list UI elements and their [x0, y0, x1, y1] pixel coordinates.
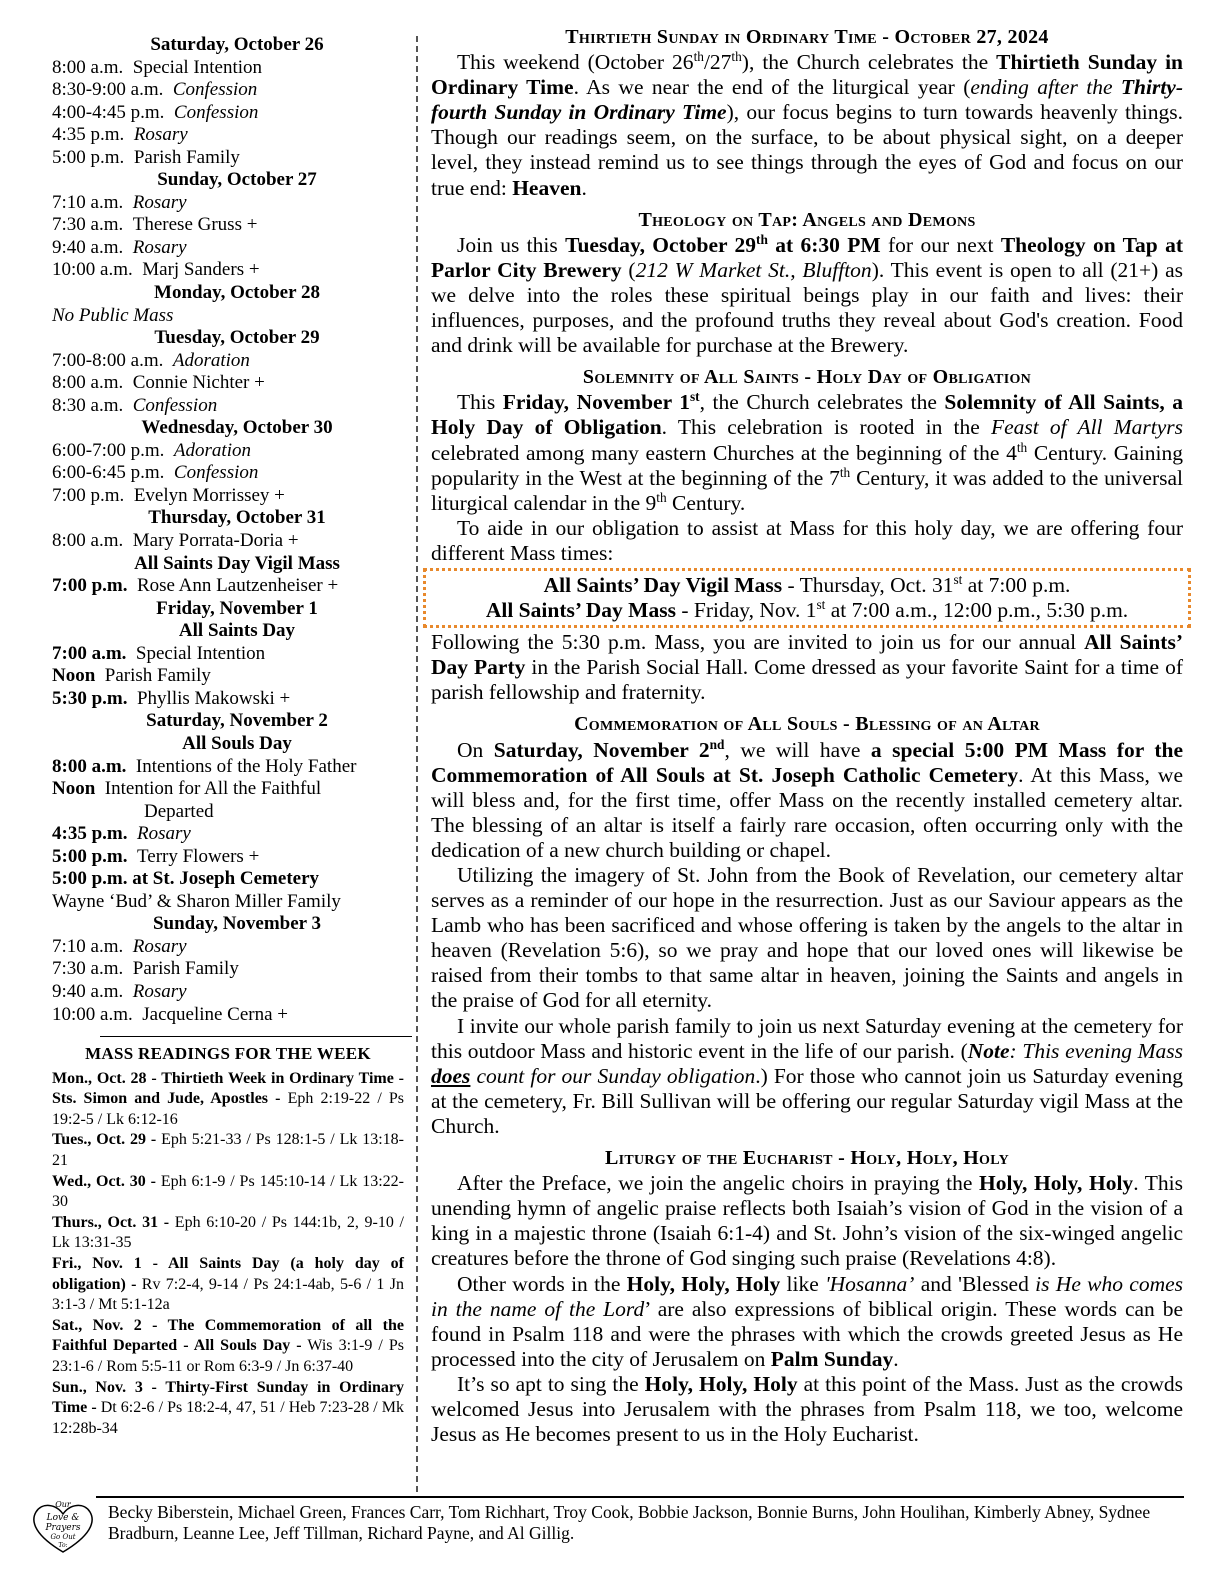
- emphasis-bold: at 6:30 PM: [767, 232, 881, 257]
- emphasis-bold: Friday, November 1: [502, 390, 690, 415]
- schedule-day-heading: Wednesday, October 30: [141, 417, 333, 439]
- day-mass-line: All Saints’ Day Mass - Friday, Nov. 1st at 7:00 a.m., 12:00 p.m., 5:30 p.m.: [485, 596, 1129, 623]
- schedule-day-heading: Sunday, November 3: [152, 913, 322, 935]
- schedule-entry: [52, 237, 404, 260]
- schedule-time: 4:35 p.m.: [52, 823, 128, 845]
- reading-entry: [52, 1130, 404, 1171]
- schedule-entry: [52, 756, 404, 779]
- schedule-intention: Rosary: [132, 935, 187, 957]
- svg-text:Our: Our: [55, 1500, 71, 1509]
- emphasis-bold-italic: Thirty-fourth Sunday in Ordinary Time: [431, 75, 1184, 125]
- schedule-day-heading: All Saints Day: [178, 620, 296, 642]
- column-divider: [416, 36, 418, 1492]
- schedule-entry: [52, 868, 404, 891]
- superscript: th: [693, 48, 704, 64]
- schedule-entry: [52, 575, 404, 598]
- schedule-entry: [52, 891, 404, 914]
- schedule-intention: Parish Family: [104, 665, 211, 687]
- schedule-day-heading: Thursday, October 31: [148, 507, 326, 529]
- schedule-time: 8:00 a.m.: [52, 755, 127, 777]
- emphasis-bold: a special 5:00 PM Mass for the Commemoration of All Souls at St. Joseph Catholic Cemetery: [431, 737, 1183, 787]
- mass-schedule: [52, 34, 404, 1026]
- emphasis-bold: Palm Sunday: [770, 1346, 894, 1371]
- section-title: Thirtieth Sunday in Ordinary Time - October 27, 2024: [565, 26, 1049, 48]
- schedule-intention: Parish Family: [132, 958, 239, 980]
- schedule-time: 5:30 p.m.: [52, 687, 128, 709]
- schedule-time: 7:00 a.m.: [52, 642, 127, 664]
- love-and-prayers-logo: [26, 1498, 100, 1556]
- schedule-intention: Intention for All the Faithful: [104, 778, 322, 800]
- schedule-intention: Rose Ann Lautzenheiser +: [136, 575, 339, 597]
- schedule-entry: [52, 958, 404, 981]
- reading-citations: Rv 7:2-4, 9-14 / Ps 24:1-4ab, 5-6 / 1 Jn 3:1-3 / Mt 5:1-12a: [52, 1275, 404, 1314]
- schedule-intention: Parish Family: [133, 146, 240, 168]
- schedule-time: 8:00 a.m.: [52, 530, 124, 552]
- schedule-day-heading: Friday, November 1: [156, 597, 318, 619]
- schedule-day-heading: All Saints Day Vigil Mass: [134, 552, 340, 574]
- emphasis-underlined: does: [431, 1063, 471, 1088]
- emphasis-bold: All Saints’ Day Party: [431, 630, 1183, 680]
- section-paragraph: Join us this Tuesday, October 29th at 6:30 PM for our next Theology on Tap at Parlor City Brewery (212 W Market St., Bluffton). This event is open to all (21+) as we delve into the roles these spiritual beings play in our faith and lives: their influences, purposes, and the profound truths they reveal about God's creation. Food and drink will be available for purchase at the Brewery.: [431, 231, 1183, 358]
- schedule-time: Noon: [52, 778, 96, 800]
- reading-citations: Eph 6:10-20 / Ps 144:1b, 2, 9-10 / Lk 13:31-35: [52, 1213, 404, 1252]
- schedule-entry: [52, 440, 404, 463]
- schedule-entry: [52, 57, 404, 80]
- schedule-intention: Connie Nichter +: [132, 372, 265, 394]
- articles-column: [431, 18, 1183, 1447]
- schedule-time: 6:00-6:45 p.m.: [52, 462, 165, 484]
- svg-text:Go Out: Go Out: [50, 1533, 76, 1541]
- reading-citations: Eph 5:21-33 / Ps 128:1-5 / Lk 13:18-21: [52, 1131, 404, 1169]
- section-title: Liturgy of the Eucharist - Holy, Holy, Holy: [605, 1147, 1009, 1170]
- emphasis-italic: : This evening Mass: [1009, 1038, 1184, 1063]
- schedule-intention: Marj Sanders +: [142, 259, 260, 281]
- superscript: th: [839, 464, 851, 480]
- section-paragraph: Other words in the Holy, Holy, Holy like 'Hosanna’ and 'Blessed is He who comes in the name of the Lord’ are also expressions of biblical origin. These words can be found in Psalm 118 and were the phrases with which the crowds greeted Jesus as He processed into the city of Jerusalem on Palm Sunday.: [431, 1271, 1184, 1371]
- schedule-entry: [52, 305, 404, 328]
- schedule-intention: Phyllis Makowski +: [136, 687, 291, 709]
- section-paragraph: This Friday, November 1st, the Church celebrates the Solemnity of All Saints, a Holy Day of Obligation. This celebration is rooted in the Feast of All Martyrs celebrated among many eastern Churches at the beginning of the 4th Century. Gaining popularity in the West at the beginning of the 7th Century, it was added to the universal liturgical calendar in the 9th Century.: [431, 389, 1184, 515]
- schedule-entry: [52, 801, 404, 824]
- schedule-day-heading: Tuesday, October 29: [154, 327, 320, 349]
- reading-entry: [52, 1254, 404, 1316]
- schedule-time: 7:30 a.m.: [52, 958, 124, 980]
- footer-rule: [96, 1496, 1184, 1498]
- superscript: st: [690, 389, 700, 405]
- schedule-entry: [52, 530, 404, 553]
- schedule-time: 7:30 a.m.: [52, 214, 124, 236]
- schedule-time: 8:30-9:00 a.m.: [52, 79, 164, 101]
- schedule-time: 8:30 a.m.: [52, 394, 124, 416]
- emphasis-bold: Solemnity of All Saints, a Holy Day of Obligation: [431, 390, 1183, 440]
- reading-entry: [52, 1213, 404, 1254]
- section-title: Commemoration of All Souls - Blessing of an Altar: [574, 713, 1040, 736]
- superscript: nd: [709, 736, 725, 752]
- section-all-saints: [431, 365, 1183, 566]
- schedule-intention: Intentions of the Holy Father: [135, 755, 357, 777]
- section-paragraph: To aide in our obligation to assist at Mass for this holy day, we are offering four different Mass times:: [431, 515, 1183, 565]
- schedule-entry: [52, 79, 404, 102]
- section-thirtieth-sunday: [431, 25, 1183, 201]
- schedule-intention: Terry Flowers +: [136, 845, 260, 867]
- schedule-entry: [52, 372, 404, 395]
- schedule-day-heading: Monday, October 28: [154, 282, 320, 304]
- section-paragraph: Utilizing the imagery of St. John from the Book of Revelation, our cemetery altar serves as a reminder of our hope in the resurrection. Just as our Saviour appears as the Lamb who has been sacrificed and whose offering is taken by the angels to the altar in heaven (Revelation 5:6), so we pray and hope that our loved ones will likewise be raised from their tombs to that same altar in heaven, joining the Saints and angels in the praise of God for all eternity.: [431, 863, 1183, 1013]
- schedule-intention: Special Intention: [132, 56, 263, 78]
- svg-text:To:: To:: [58, 1542, 68, 1549]
- emphasis-bold: Heaven: [512, 175, 582, 200]
- reading-day: Sun., Nov. 3 - Thirty-First Sunday in Ordinary Time -: [52, 1378, 404, 1417]
- section-paragraph: This weekend (October 26th/27th), the Church celebrates the Thirtieth Sunday in Ordinary Time. As we near the end of the liturgical year (ending after the Thirty-fourth Sunday in Ordinary Time), our focus begins to turn towards heavenly things. Though our readings seem, on the surface, to be about physical sight, on a deeper level, they instead remind us to see things through the eyes of God and focus on our true end: Heaven.: [431, 48, 1184, 200]
- superscript: th: [756, 231, 768, 247]
- schedule-entry: [52, 350, 404, 373]
- schedule-intention: Confession: [173, 462, 259, 484]
- schedule-time: 6:00-7:00 p.m.: [52, 439, 165, 461]
- schedule-time: 5:00 p.m. at St. Joseph Cemetery: [52, 868, 320, 890]
- schedule-entry: [52, 643, 404, 666]
- schedule-time: 7:10 a.m.: [52, 191, 124, 213]
- schedule-day-heading: Saturday, October 26: [150, 34, 324, 55]
- section-paragraph: On Saturday, November 2nd, we will have a special 5:00 PM Mass for the Commemoration of All Souls at St. Joseph Catholic Cemetery. At this Mass, we will bless and, for the first time, offer Mass on the recently installed cemetery altar. The blessing of an altar is itself a fairly rare occasion, often occurring only with the dedication of a new church building or chapel.: [431, 736, 1183, 862]
- schedule-time: 5:00 p.m.: [52, 845, 128, 867]
- readings-title: MASS READINGS FOR THE WEEK: [85, 1044, 371, 1064]
- schedule-intention: No Public Mass: [52, 304, 174, 326]
- schedule-intention: Confession: [172, 79, 258, 101]
- schedule-time: 4:00-4:45 p.m.: [52, 101, 165, 123]
- reading-entry: [52, 1378, 404, 1440]
- section-holy-holy-holy: [431, 1146, 1183, 1447]
- schedule-intention: Evelyn Morrissey +: [133, 484, 285, 506]
- schedule-entry: [52, 778, 404, 801]
- reading-entry: [52, 1172, 404, 1213]
- emphasis-bold: Theology on Tap at Parlor City Brewery: [431, 232, 1183, 282]
- mass-schedule-column: [52, 34, 404, 1439]
- schedule-intention: Rosary: [132, 236, 187, 258]
- schedule-time: 7:00-8:00 a.m.: [52, 349, 164, 371]
- section-title: Solemnity of All Saints - Holy Day of Obligation: [582, 366, 1032, 389]
- schedule-time: 5:00 p.m.: [52, 146, 125, 168]
- schedule-time: 8:00 a.m.: [52, 372, 124, 394]
- schedule-time: 7:00 p.m.: [52, 484, 125, 506]
- schedule-intention: Rosary: [136, 823, 191, 845]
- schedule-time: 10:00 a.m.: [52, 259, 133, 281]
- reading-citations: Dt 6:2-6 / Ps 18:2-4, 47, 51 / Heb 7:23-28 / Mk 12:28b-34: [52, 1399, 404, 1437]
- emphasis-bold: Holy, Holy, Holy: [644, 1371, 798, 1396]
- emphasis-italic: 212 W Market St., Bluffton: [635, 257, 872, 282]
- emphasis-bold: Holy, Holy, Holy: [626, 1271, 781, 1296]
- schedule-intention: Therese Gruss +: [132, 214, 258, 236]
- schedule-time: Noon: [52, 665, 96, 687]
- schedule-divider: [100, 1036, 412, 1037]
- section-theology-on-tap: [431, 208, 1183, 359]
- reading-citations: Wis 3:1-9 / Ps 23:1-6 / Rom 5:5-11 or Rom 6:3-9 / Jn 6:37-40: [52, 1337, 404, 1375]
- schedule-intention: Rosary: [132, 191, 187, 213]
- schedule-time: 9:40 a.m.: [52, 236, 124, 258]
- svg-text:Prayers: Prayers: [45, 1523, 81, 1533]
- section-paragraph: It’s so apt to sing the Holy, Holy, Holy at this point of the Mass. Just as the crowds welcomed Jesus into Jerusalem with the phrases from Psalm 118, we too, welcome Jesus as He becomes present to us in the Holy Eucharist.: [431, 1371, 1184, 1447]
- schedule-day-heading: All Souls Day: [182, 732, 292, 754]
- schedule-intention: Adoration: [173, 439, 251, 461]
- svg-text:Love &: Love &: [46, 1513, 80, 1523]
- schedule-entry: [52, 147, 404, 170]
- schedule-entry: [52, 462, 404, 485]
- reading-entry: [52, 1069, 404, 1131]
- section-paragraph: I invite our whole parish family to join us next Saturday evening at the cemetery for this outdoor Mass and historic event in the life of our parish. (Note: This evening Mass does count for our Sunday obligation.) For those who cannot join us Saturday evening at the cemetery, Fr. Bill Sullivan will be offering our regular Saturday vigil Mass at the Church.: [431, 1013, 1184, 1138]
- emphasis-bold: Thirtieth Sunday in Ordinary Time: [431, 50, 1184, 100]
- reading-day: Thurs., Oct. 31 -: [52, 1213, 170, 1231]
- emphasis-bold-italic: Note: [967, 1038, 1010, 1063]
- superscript: th: [656, 489, 667, 505]
- schedule-time: 7:10 a.m.: [52, 935, 124, 957]
- schedule-entry: [52, 823, 404, 846]
- section-paragraph: After the Preface, we join the angelic choirs in praying the Holy, Holy, Holy. This unending hymn of angelic praise reflects both Isaiah’s vision of God in the vision of a king in a majestic throne (Isaiah 6:1-4) and St. John’s vision of the six-winged angelic creatures before the throne of God singing such praise (Revelations 4:8).: [431, 1171, 1183, 1271]
- reading-citations: Eph 6:1-9 / Ps 145:10-14 / Lk 13:22-30: [52, 1172, 404, 1211]
- schedule-intention: Departed: [144, 800, 214, 822]
- superscript: th: [731, 48, 742, 64]
- schedule-entry: [52, 192, 404, 215]
- schedule-entry: [52, 936, 404, 959]
- schedule-intention: Confession: [132, 394, 218, 416]
- reading-day: Sat., Nov. 2 - The Commemoration of all the Faithful Departed - All Souls Day -: [52, 1316, 404, 1355]
- emphasis-italic: count for our Sunday obligation: [470, 1063, 756, 1088]
- schedule-entry: [52, 214, 404, 237]
- schedule-intention: Adoration: [172, 349, 250, 371]
- schedule-time: 8:00 a.m.: [52, 56, 124, 78]
- prayer-list-names: Becky Biberstein, Michael Green, Frances Carr, Tom Richhart, Troy Cook, Bobbie Jackson, Bonnie Burns, John Houlihan, Kimberly Abney, Sydnee Bradburn, Leanne Lee, Jeff Tillman, Richard Payne, and Al Gillig.: [108, 1502, 1151, 1543]
- reading-day: Fri., Nov. 1 - All Saints Day (a holy day of obligation) -: [52, 1254, 404, 1293]
- schedule-time: 9:40 a.m.: [52, 980, 124, 1002]
- schedule-day-heading: Saturday, November 2: [146, 710, 328, 732]
- section-all-souls: [431, 712, 1183, 1139]
- schedule-intention: Rosary: [132, 980, 187, 1002]
- schedule-time: 10:00 a.m.: [52, 1003, 133, 1025]
- reading-day: Wed., Oct. 30 -: [52, 1172, 156, 1190]
- schedule-intention: Mary Porrata-Doria +: [132, 530, 299, 552]
- emphasis-bold: Saturday, November 2: [493, 737, 710, 762]
- schedule-entry: [52, 124, 404, 147]
- emphasis-bold: Tuesday, October 29: [565, 232, 756, 257]
- emphasis-italic: ending after the: [970, 75, 1121, 100]
- reading-day: Tues., Oct. 29 -: [52, 1131, 157, 1149]
- reading-entry: [52, 1316, 404, 1378]
- schedule-day-heading: Sunday, October 27: [157, 169, 317, 191]
- section-title: Theology on Tap: Angels and Demons: [638, 208, 976, 231]
- emphasis-italic: Feast of All Martyrs: [990, 415, 1183, 440]
- schedule-intention: Confession: [173, 101, 259, 123]
- schedule-entry: [52, 846, 404, 869]
- reading-citations: Eph 2:19-22 / Ps 19:2-5 / Lk 6:12-16: [52, 1090, 404, 1128]
- schedule-time: 7:00 p.m.: [52, 575, 128, 597]
- emphasis-bold: Holy, Holy, Holy: [979, 1171, 1134, 1196]
- schedule-intention: Special Intention: [135, 642, 266, 664]
- readings-list: [52, 1069, 404, 1440]
- schedule-entry: [52, 665, 404, 688]
- schedule-intention: Rosary: [133, 124, 188, 146]
- schedule-entry: [52, 102, 404, 125]
- superscript: th: [1016, 439, 1028, 455]
- party-paragraph: Following the 5:30 p.m. Mass, you are invited to join us for our annual All Saints’ Day Party in the Parish Social Hall. Come dressed as your favorite Saint for a time of parish fellowship and fraternity.: [431, 630, 1183, 705]
- schedule-entry: [52, 981, 404, 1004]
- schedule-intention: Jacqueline Cerna +: [142, 1003, 289, 1025]
- schedule-entry: [52, 688, 404, 711]
- schedule-entry: [52, 395, 404, 418]
- schedule-entry: [52, 1004, 404, 1027]
- schedule-entry: [52, 259, 404, 282]
- reading-day: Mon., Oct. 28 - Thirtieth Week in Ordinary Time - Sts. Simon and Jude, Apostles -: [52, 1069, 404, 1108]
- schedule-entry: [52, 485, 404, 508]
- schedule-time: 4:35 p.m.: [52, 124, 125, 146]
- emphasis-italic: 'Hosanna’: [825, 1271, 915, 1296]
- emphasis-italic: is He who comes in the name of the Lord: [431, 1271, 1184, 1321]
- vigil-mass-line: All Saints’ Day Vigil Mass - Thursday, Oct. 31st at 7:00 p.m.: [543, 571, 1071, 597]
- schedule-intention: Wayne ‘Bud’ & Sharon Miller Family: [52, 890, 341, 912]
- all-saints-mass-times-box: [423, 568, 1191, 628]
